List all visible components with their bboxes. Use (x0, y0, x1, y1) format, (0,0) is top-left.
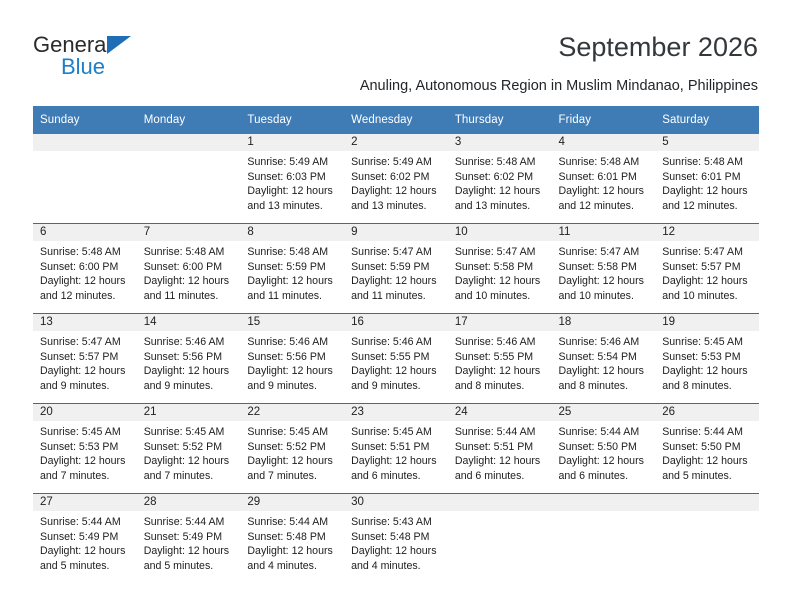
sunset-text: Sunset: 6:02 PM (351, 170, 430, 183)
daylight-text-line2: and 13 minutes. (454, 199, 531, 212)
sunrise-text: Sunrise: 5:44 AM (247, 516, 329, 528)
daylight-text-line2: and 10 minutes. (558, 289, 634, 302)
calendar-cell[interactable] (33, 134, 137, 224)
day-number: 8 (240, 224, 344, 241)
day-number: 17 (448, 314, 552, 331)
sunrise-text: Sunrise: 5:46 AM (143, 336, 225, 348)
calendar-week-row (33, 224, 759, 314)
daylight-text-line2: and 7 minutes. (143, 469, 214, 482)
calendar-cell[interactable] (33, 404, 137, 494)
day-cell[interactable] (240, 224, 344, 313)
sunset-text: Sunset: 5:56 PM (247, 350, 326, 363)
calendar-week-row (33, 494, 759, 584)
day-details (344, 421, 448, 483)
day-details (448, 421, 552, 483)
day-number: 24 (448, 404, 552, 421)
day-cell[interactable] (344, 494, 448, 583)
empty-day-cell (448, 494, 552, 583)
day-cell[interactable] (33, 224, 137, 313)
day-number (448, 494, 552, 511)
day-cell[interactable] (552, 404, 656, 493)
calendar-cell[interactable] (137, 494, 241, 584)
daylight-text-line1: Daylight: 12 hours (40, 365, 126, 378)
day-number: 20 (33, 404, 137, 421)
daylight-text-line1: Daylight: 12 hours (351, 185, 437, 198)
sunrise-text: Sunrise: 5:47 AM (40, 336, 121, 348)
daylight-text-line2: and 12 minutes. (558, 199, 634, 212)
calendar-week-row (33, 134, 759, 224)
logo-text-general: General (33, 32, 112, 57)
sunrise-text: Sunrise: 5:48 AM (247, 246, 329, 258)
daylight-text-line2: and 10 minutes. (662, 289, 738, 302)
sunrise-text: Sunrise: 5:47 AM (662, 246, 743, 258)
daylight-text-line2: and 9 minutes. (143, 379, 214, 392)
daylight-text-line2: and 8 minutes. (558, 379, 629, 392)
sunset-text: Sunset: 5:57 PM (662, 260, 741, 273)
sunrise-text: Sunrise: 5:44 AM (40, 516, 121, 528)
sunrise-text: Sunrise: 5:46 AM (558, 336, 640, 348)
sunrise-text: Sunrise: 5:44 AM (454, 426, 536, 438)
daylight-text-line2: and 9 minutes. (247, 379, 317, 392)
sunset-text: Sunset: 5:52 PM (143, 440, 223, 453)
calendar-cell[interactable] (448, 314, 552, 404)
day-number (137, 134, 241, 151)
day-number: 29 (240, 494, 344, 511)
day-cell[interactable] (552, 314, 656, 403)
day-cell[interactable] (655, 314, 759, 403)
sunset-text: Sunset: 5:52 PM (247, 440, 326, 453)
day-number: 27 (33, 494, 137, 511)
sunrise-text: Sunrise: 5:44 AM (662, 426, 743, 438)
day-number: 11 (552, 224, 656, 241)
daylight-text-line1: Daylight: 12 hours (558, 455, 644, 468)
daylight-text-line2: and 11 minutes. (247, 289, 323, 302)
daylight-text-line2: and 12 minutes. (40, 289, 116, 302)
sunset-text: Sunset: 5:59 PM (351, 260, 430, 273)
day-number: 10 (448, 224, 552, 241)
sunrise-text: Sunrise: 5:47 AM (558, 246, 640, 258)
sunset-text: Sunset: 6:03 PM (247, 170, 326, 183)
day-cell[interactable] (240, 404, 344, 493)
sunrise-text: Sunrise: 5:46 AM (247, 336, 329, 348)
day-cell[interactable] (655, 224, 759, 313)
day-number: 21 (137, 404, 241, 421)
sunrise-text: Sunrise: 5:47 AM (454, 246, 536, 258)
daylight-text-line2: and 11 minutes. (143, 289, 219, 302)
weekday-header-monday: Monday (137, 106, 241, 134)
page-title: September 2026 (558, 32, 758, 62)
empty-day-cell (33, 134, 137, 223)
day-number: 26 (655, 404, 759, 421)
sunset-text: Sunset: 5:49 PM (40, 530, 119, 543)
day-details (240, 421, 344, 483)
daylight-text-line2: and 6 minutes. (454, 469, 525, 482)
day-details (655, 151, 759, 213)
daylight-text-line2: and 5 minutes. (40, 559, 110, 572)
sunrise-text: Sunrise: 5:44 AM (143, 516, 225, 528)
empty-day-cell (137, 134, 241, 223)
day-details (33, 511, 137, 573)
day-details (344, 511, 448, 573)
logo-text-blue: Blue (61, 54, 106, 79)
daylight-text-line1: Daylight: 12 hours (143, 455, 230, 468)
sunset-text: Sunset: 5:53 PM (40, 440, 119, 453)
sunset-text: Sunset: 5:48 PM (351, 530, 430, 543)
daylight-text-line2: and 13 minutes. (351, 199, 427, 212)
daylight-text-line1: Daylight: 12 hours (558, 365, 644, 378)
sunrise-text: Sunrise: 5:48 AM (454, 156, 536, 168)
day-number: 18 (552, 314, 656, 331)
sunset-text: Sunset: 5:58 PM (558, 260, 637, 273)
daylight-text-line1: Daylight: 12 hours (40, 275, 126, 288)
day-cell[interactable] (240, 314, 344, 403)
day-details (33, 331, 137, 393)
day-details (240, 151, 344, 213)
sunset-text: Sunset: 6:01 PM (558, 170, 637, 183)
day-cell[interactable] (137, 494, 241, 583)
daylight-text-line2: and 8 minutes. (662, 379, 732, 392)
daylight-text-line2: and 7 minutes. (40, 469, 110, 482)
triangle-icon (107, 36, 131, 54)
calendar-cell[interactable] (552, 404, 656, 494)
calendar-cell[interactable] (552, 314, 656, 404)
daylight-text-line1: Daylight: 12 hours (662, 455, 748, 468)
day-details (448, 331, 552, 393)
day-cell[interactable] (33, 404, 137, 493)
calendar-cell[interactable] (552, 494, 656, 584)
calendar-cell[interactable] (448, 494, 552, 584)
daylight-text-line1: Daylight: 12 hours (351, 545, 437, 558)
sunset-text: Sunset: 5:48 PM (247, 530, 326, 543)
calendar-cell[interactable] (240, 224, 344, 314)
calendar-cell[interactable] (655, 314, 759, 404)
calendar-cell[interactable] (344, 224, 448, 314)
daylight-text-line1: Daylight: 12 hours (454, 185, 541, 198)
sunset-text: Sunset: 5:50 PM (558, 440, 637, 453)
day-number: 25 (552, 404, 656, 421)
daylight-text-line1: Daylight: 12 hours (143, 365, 230, 378)
day-details (552, 241, 656, 303)
day-number: 19 (655, 314, 759, 331)
daylight-text-line2: and 6 minutes. (558, 469, 629, 482)
day-number: 28 (137, 494, 241, 511)
daylight-text-line1: Daylight: 12 hours (351, 455, 437, 468)
calendar-cell[interactable] (552, 134, 656, 224)
daylight-text-line1: Daylight: 12 hours (247, 545, 333, 558)
day-cell[interactable] (137, 224, 241, 313)
calendar-cell[interactable] (344, 404, 448, 494)
day-details (655, 241, 759, 303)
daylight-text-line1: Daylight: 12 hours (558, 185, 644, 198)
daylight-text-line1: Daylight: 12 hours (351, 365, 437, 378)
day-details (655, 421, 759, 483)
daylight-text-line2: and 8 minutes. (454, 379, 525, 392)
calendar-cell[interactable] (655, 134, 759, 224)
calendar-cell[interactable] (448, 224, 552, 314)
daylight-text-line1: Daylight: 12 hours (247, 185, 333, 198)
daylight-text-line1: Daylight: 12 hours (558, 275, 644, 288)
sunrise-text: Sunrise: 5:48 AM (40, 246, 121, 258)
calendar-header-row (33, 106, 759, 134)
calendar-cell[interactable] (448, 404, 552, 494)
calendar-cell[interactable] (240, 494, 344, 584)
sunset-text: Sunset: 5:49 PM (143, 530, 223, 543)
day-cell[interactable] (137, 404, 241, 493)
day-details (33, 421, 137, 483)
day-number: 13 (33, 314, 137, 331)
sunrise-text: Sunrise: 5:48 AM (558, 156, 640, 168)
sunrise-text: Sunrise: 5:43 AM (351, 516, 432, 528)
day-cell[interactable] (448, 134, 552, 223)
sunset-text: Sunset: 5:51 PM (454, 440, 534, 453)
daylight-text-line2: and 4 minutes. (351, 559, 421, 572)
generalblue-logo[interactable] (33, 33, 213, 81)
day-cell[interactable] (448, 314, 552, 403)
daylight-text-line1: Daylight: 12 hours (662, 185, 748, 198)
day-cell[interactable] (655, 134, 759, 223)
day-cell[interactable] (240, 494, 344, 583)
calendar-cell[interactable] (137, 224, 241, 314)
calendar-cell[interactable] (240, 314, 344, 404)
sunset-text: Sunset: 5:58 PM (454, 260, 534, 273)
day-cell[interactable] (655, 404, 759, 493)
day-number: 16 (344, 314, 448, 331)
sunrise-text: Sunrise: 5:48 AM (662, 156, 743, 168)
daylight-text-line2: and 9 minutes. (40, 379, 110, 392)
calendar-cell[interactable] (655, 224, 759, 314)
sunrise-text: Sunrise: 5:45 AM (351, 426, 432, 438)
day-cell[interactable] (240, 134, 344, 223)
day-number: 15 (240, 314, 344, 331)
daylight-text-line1: Daylight: 12 hours (454, 275, 541, 288)
day-details (137, 421, 241, 483)
day-details (344, 241, 448, 303)
calendar-cell[interactable] (344, 134, 448, 224)
day-details (448, 151, 552, 213)
sunset-text: Sunset: 6:01 PM (662, 170, 741, 183)
sunrise-text: Sunrise: 5:45 AM (247, 426, 329, 438)
day-number: 22 (240, 404, 344, 421)
day-cell[interactable] (344, 224, 448, 313)
sunset-text: Sunset: 5:55 PM (351, 350, 430, 363)
day-number: 1 (240, 134, 344, 151)
day-details (240, 241, 344, 303)
weekday-header-tuesday: Tuesday (240, 106, 344, 134)
sunset-text: Sunset: 5:54 PM (558, 350, 637, 363)
day-cell[interactable] (344, 314, 448, 403)
weekday-header-thursday: Thursday (448, 106, 552, 134)
calendar-cell[interactable] (448, 134, 552, 224)
day-cell[interactable] (448, 224, 552, 313)
day-details (240, 511, 344, 573)
weekday-header-saturday: Saturday (655, 106, 759, 134)
calendar-body (33, 134, 759, 583)
day-cell[interactable] (552, 134, 656, 223)
sunset-text: Sunset: 6:00 PM (40, 260, 119, 273)
day-details (552, 331, 656, 393)
sunrise-text: Sunrise: 5:49 AM (351, 156, 432, 168)
calendar-week-row (33, 404, 759, 494)
sunset-text: Sunset: 5:50 PM (662, 440, 741, 453)
day-number (33, 134, 137, 151)
day-number: 3 (448, 134, 552, 151)
day-number (552, 494, 656, 511)
sunset-text: Sunset: 5:55 PM (454, 350, 534, 363)
day-number: 2 (344, 134, 448, 151)
sunset-text: Sunset: 5:56 PM (143, 350, 223, 363)
daylight-text-line1: Daylight: 12 hours (143, 545, 230, 558)
day-details (552, 421, 656, 483)
daylight-text-line2: and 13 minutes. (247, 199, 323, 212)
sunset-text: Sunset: 5:59 PM (247, 260, 326, 273)
calendar-cell[interactable] (344, 494, 448, 584)
calendar-cell[interactable] (344, 314, 448, 404)
day-details (137, 331, 241, 393)
day-number: 6 (33, 224, 137, 241)
day-number: 23 (344, 404, 448, 421)
calendar-table (33, 106, 759, 583)
sunrise-text: Sunrise: 5:47 AM (351, 246, 432, 258)
sunset-text: Sunset: 6:00 PM (143, 260, 223, 273)
daylight-text-line2: and 10 minutes. (454, 289, 531, 302)
daylight-text-line1: Daylight: 12 hours (454, 365, 541, 378)
sunrise-text: Sunrise: 5:46 AM (454, 336, 536, 348)
calendar-cell[interactable] (137, 314, 241, 404)
calendar-cell[interactable] (33, 314, 137, 404)
page-header (0, 0, 792, 100)
day-number (655, 494, 759, 511)
sunrise-text: Sunrise: 5:44 AM (558, 426, 640, 438)
daylight-text-line2: and 12 minutes. (662, 199, 738, 212)
calendar-cell[interactable] (137, 134, 241, 224)
day-details (137, 241, 241, 303)
calendar-cell[interactable] (137, 404, 241, 494)
daylight-text-line2: and 7 minutes. (247, 469, 317, 482)
daylight-text-line1: Daylight: 12 hours (454, 455, 541, 468)
weekday-header-sunday: Sunday (33, 106, 137, 134)
daylight-text-line2: and 5 minutes. (662, 469, 732, 482)
page-subtitle: Anuling, Autonomous Region in Muslim Mindanao, Philippines (359, 78, 758, 94)
day-number: 4 (552, 134, 656, 151)
day-number: 5 (655, 134, 759, 151)
calendar-cell[interactable] (655, 494, 759, 584)
calendar-cell[interactable] (240, 404, 344, 494)
daylight-text-line1: Daylight: 12 hours (247, 365, 333, 378)
day-details (240, 331, 344, 393)
sunset-text: Sunset: 5:57 PM (40, 350, 119, 363)
day-cell[interactable] (33, 314, 137, 403)
daylight-text-line2: and 5 minutes. (143, 559, 214, 572)
day-details (344, 151, 448, 213)
day-cell[interactable] (448, 404, 552, 493)
sunset-text: Sunset: 6:02 PM (454, 170, 534, 183)
day-cell[interactable] (552, 224, 656, 313)
daylight-text-line1: Daylight: 12 hours (351, 275, 437, 288)
calendar-cell[interactable] (240, 134, 344, 224)
day-number: 14 (137, 314, 241, 331)
day-details (137, 511, 241, 573)
calendar-cell[interactable] (655, 404, 759, 494)
empty-day-cell (655, 494, 759, 583)
sunrise-text: Sunrise: 5:49 AM (247, 156, 329, 168)
day-number: 9 (344, 224, 448, 241)
daylight-text-line2: and 9 minutes. (351, 379, 421, 392)
calendar-cell[interactable] (33, 494, 137, 584)
sunrise-text: Sunrise: 5:46 AM (351, 336, 432, 348)
daylight-text-line1: Daylight: 12 hours (247, 455, 333, 468)
sunrise-text: Sunrise: 5:48 AM (143, 246, 225, 258)
daylight-text-line1: Daylight: 12 hours (143, 275, 230, 288)
day-number: 12 (655, 224, 759, 241)
day-details (655, 331, 759, 393)
day-details (33, 241, 137, 303)
weekday-header-friday: Friday (552, 106, 656, 134)
weekday-header-wednesday: Wednesday (344, 106, 448, 134)
sunset-text: Sunset: 5:53 PM (662, 350, 741, 363)
day-details (344, 331, 448, 393)
daylight-text-line2: and 11 minutes. (351, 289, 426, 302)
daylight-text-line1: Daylight: 12 hours (247, 275, 333, 288)
daylight-text-line2: and 4 minutes. (247, 559, 317, 572)
sunrise-text: Sunrise: 5:45 AM (662, 336, 743, 348)
sunrise-text: Sunrise: 5:45 AM (143, 426, 225, 438)
sunrise-text: Sunrise: 5:45 AM (40, 426, 121, 438)
daylight-text-line1: Daylight: 12 hours (40, 545, 126, 558)
day-details (552, 151, 656, 213)
calendar-cell[interactable] (552, 224, 656, 314)
day-cell[interactable] (33, 494, 137, 583)
daylight-text-line1: Daylight: 12 hours (40, 455, 126, 468)
day-number: 7 (137, 224, 241, 241)
day-details (448, 241, 552, 303)
day-number: 30 (344, 494, 448, 511)
daylight-text-line1: Daylight: 12 hours (662, 275, 748, 288)
calendar-cell[interactable] (33, 224, 137, 314)
daylight-text-line1: Daylight: 12 hours (662, 365, 748, 378)
sunset-text: Sunset: 5:51 PM (351, 440, 430, 453)
day-cell[interactable] (344, 134, 448, 223)
empty-day-cell (552, 494, 656, 583)
daylight-text-line2: and 6 minutes. (351, 469, 421, 482)
day-cell[interactable] (344, 404, 448, 493)
calendar-week-row (33, 314, 759, 404)
day-cell[interactable] (137, 314, 241, 403)
